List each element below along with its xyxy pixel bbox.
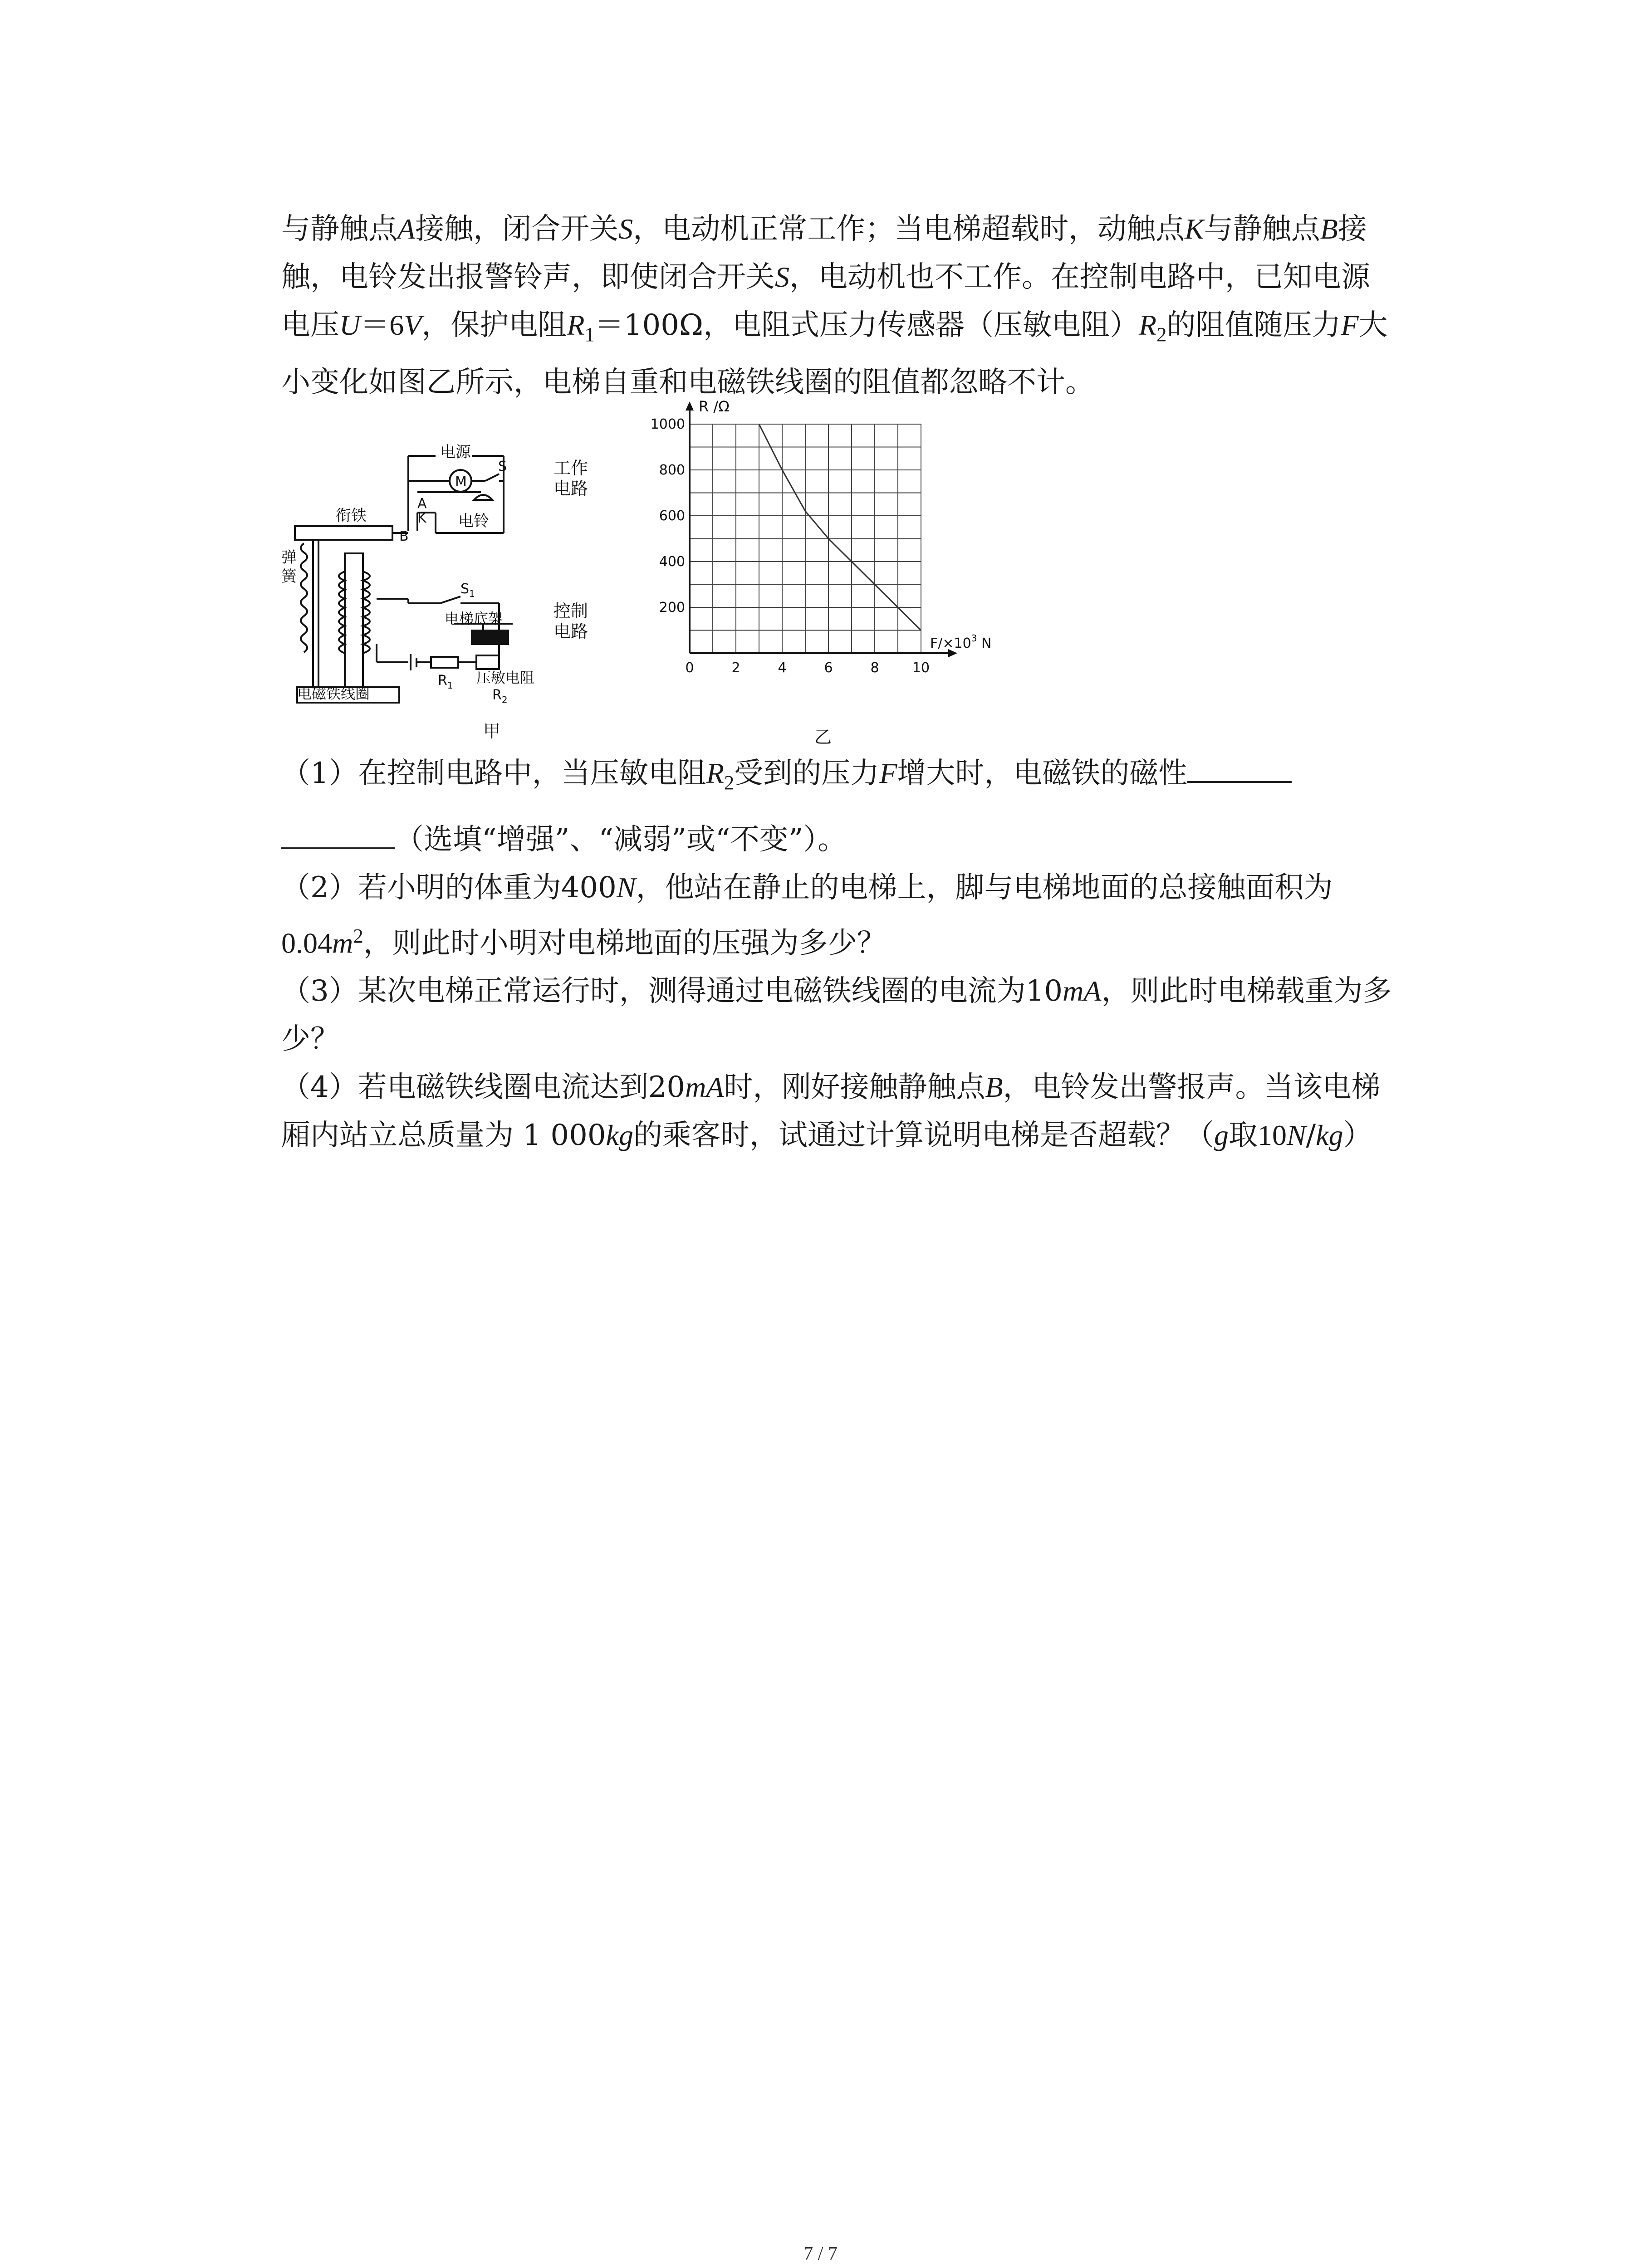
y-tick-label: 600 [659,508,685,524]
intro-line-3: 电压U＝6V，保护电阻$R_1=100\Omega$，电阻式压力传感器（压敏电阻）$R_2$的阻值随压力F大 [281,308,1388,346]
label-r1: $R_1$ [438,673,453,691]
y-tick-label: 200 [659,600,685,616]
question-4-line-2: 厢内站立总质量为 1 000kg的乘客时，试通过计算说明电梯是否超载？（g取10N/kg） [281,1119,1372,1153]
circuit-labels [281,443,588,741]
label-armature: 衔铁 [336,507,367,525]
label-motor: M [455,474,467,490]
x-tick-label: 2 [731,660,740,676]
label-k: K [417,510,426,526]
question-4-line-1: （4）若电磁铁线圈电流达到20mA时，刚好接触静触点B，电铃发出警报声。当该电梯 [281,1070,1381,1105]
label-power: 电源 [440,443,471,461]
series-points [759,424,921,631]
chart-ylabel: R /Ω [699,398,730,415]
chart-xlabel: $F/\times 10^3$ N [930,633,992,651]
series-line [759,424,921,631]
intro-line-4: 小变化如图乙所示，电梯自重和电磁铁线圈的阻值都忽略不计。 [281,365,1094,399]
question-1-line-2: （选填“增强”、“减弱”或“不变”）。 [281,816,1443,864]
figures-svg [281,398,1053,762]
answer-blank-1[interactable] [1187,781,1292,783]
chart-ticks [651,416,930,676]
label-switch-s: S [498,459,507,474]
magnet-coil [339,572,370,653]
page-number: 7 / 7 [803,2244,838,2264]
armature-bar [295,526,392,540]
label-a: A [417,496,427,512]
question-2-line-1: （2）若小明的体重为400N，他站在静止的电梯上，脚与电梯地面的总接触面积为 [281,870,1333,904]
r2-symbol [476,655,499,669]
x-tick-label: 6 [824,660,833,676]
question-3-line-2: 少？ [281,1022,339,1056]
answer-blank-1-cont[interactable] [281,847,395,849]
label-r2: $R_2$ [492,687,508,705]
label-b: B [399,528,409,544]
question-3-line-1: （3）某次电梯正常运行时，测得通过电磁铁线圈的电流为10mA，则此时电梯载重为多 [281,974,1392,1008]
magnet-core [345,553,363,687]
label-work-1: 工作 [554,458,588,478]
x-tick-label: 10 [912,660,930,676]
label-coil: 电磁铁线圈 [297,685,370,702]
spring [301,543,307,652]
caption-jia: 甲 [483,721,501,741]
circuit-diagram [295,456,513,703]
x-tick-label: 0 [685,660,694,676]
intro-line-1: 与静触点A接触，闭合开关S，电动机正常工作；当电梯超载时，动触点K与静触点B接 [281,212,1367,246]
bell-symbol [474,495,492,500]
y-tick-label: 800 [659,462,685,478]
x-tick-label: 4 [778,660,787,676]
question-2-line-2: $0.04m^2$，则此时小明对电梯地面的压强为多少？ [281,924,886,960]
label-control-1: 控制 [554,601,588,621]
intro-paragraph [281,205,1443,406]
label-control-2: 电路 [554,621,588,641]
y-tick-label: 400 [659,554,685,570]
caption-yi: 乙 [814,727,832,747]
data-point [828,538,829,539]
label-varistor: 压敏电阻 [476,669,535,686]
label-work-2: 电路 [554,479,588,499]
question-1-line-1: （1）在控制电路中，当压敏电阻$R_2$受到的压力F增大时，电磁铁的磁性 [281,749,1443,807]
label-spring-1: 弹 [281,548,297,567]
label-elevator-base: 电梯底架 [445,610,503,627]
chart-grid [690,424,921,653]
label-s1: $S_1$ [460,581,475,599]
figure-area [281,398,1053,762]
label-bell: 电铃 [458,512,489,530]
r1-symbol [431,657,458,668]
x-tick-label: 8 [870,660,879,676]
elevator-base-block [472,631,508,644]
intro-line-2: 触，电铃发出报警铃声，即使闭合开关S，电动机也不工作。在控制电路中，已知电源 [281,260,1370,294]
label-spring-2: 簧 [281,567,297,586]
questions [281,749,1443,1159]
y-tick-label: 1000 [650,416,685,432]
resistance-force-chart [651,398,992,747]
